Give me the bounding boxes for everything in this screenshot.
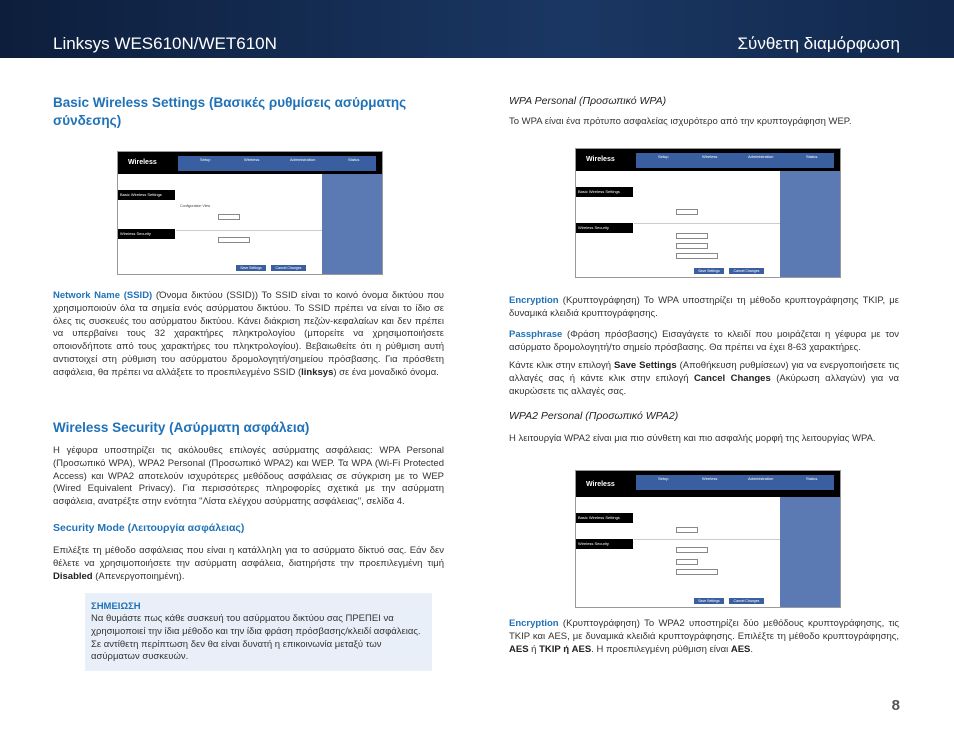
note-title: ΣΗΜΕΙΩΣΗ [91,601,141,612]
screenshot-ssid-box [676,527,698,533]
wpa-enc-term: Encryption [509,295,559,306]
ssid-bold: linksys [301,366,334,378]
screenshot-side-security: Wireless Security [576,223,633,233]
screenshot-enc-box [676,559,698,565]
basic-wireless-heading [53,94,444,130]
wpa-intro: Το WPA είναι ένα πρότυπο ασφαλείας ισχυρότερο από την κρυπτογράφηση WEP. [509,116,852,127]
page-header [0,0,954,58]
screenshot-sidebar [118,174,175,274]
screenshot-tab-admin: Administration [748,154,774,159]
screenshot-enc-box [676,243,708,249]
wpa2-enc-term: Encryption [509,618,559,629]
note-box [85,593,432,671]
screenshot-title: Wireless [586,156,615,163]
basic-wireless-title: Basic Wireless Settings [53,95,206,110]
screenshot-save-button: Save Settings [236,265,266,271]
screenshot-ssid-box [676,209,698,215]
header-product-title: Linksys WES610N/WET610N [53,34,277,53]
basic-wireless-title-gr: (Βασικές ρυθμίσεις ασύρματης σύνδεσης) [53,95,407,128]
screenshot-ssid-box [218,214,240,220]
wpa2-intro: Η λειτουργία WPA2 είναι μια πιο σύνθετη και πιο ασφαλής μορφή της λειτουργίας WPA. [509,433,876,444]
note-text: Να θυμάστε πως κάθε συσκευή του ασύρματου δικτύου σας ΠΡΕΠΕΙ να χρησιμοποιεί την ίδια μέθοδο και την ίδια φράση πρόσβασης/κλειδί ασφάλειας. Σε αντίθετη περίπτωση δεν θα είναι δυνατή η επικοινωνία μεταξύ των ασύρματων συσκευών. [91,613,421,663]
screenshot-bluebar [322,174,382,274]
screenshot-save-button: Save Settings [694,598,724,604]
screenshot-mode-box [218,237,250,243]
screenshot-divider [634,539,780,540]
basic-wireless-screenshot [117,151,383,275]
mode-bold: Disabled [53,570,93,582]
screenshot-tab-admin: Administration [748,476,774,481]
click-c: (Αποθήκευση ρυθμίσεων) για να ενεργοποιήσετε τις αλλαγές σας ή κάντε κλικ στην επιλογή [509,360,899,384]
screenshot-row: Configuration View [180,204,211,208]
screenshot-tab-setup: Setup [200,157,211,162]
screenshot-sidebar [576,497,633,607]
screenshot-tab-status: Status [806,154,818,159]
wpa2-enc-b1: AES [509,643,529,655]
security-mode-paragraph [53,545,444,583]
screenshot-bluebar [780,497,840,607]
screenshot-tab-wireless: Wireless [702,476,718,481]
screenshot-tab-wireless: Wireless [702,154,718,159]
screenshot-body [634,497,780,607]
screenshot-cancel-button: Cancel Changes [271,265,306,271]
security-mode-heading: Security Mode (Λειτουργία ασφάλειας) [53,522,245,534]
click-d: (Ακύρωση αλλαγών) για να ακυρώσετε τις αλλαγές σας. [509,372,899,397]
screenshot-tab-status: Status [348,157,360,162]
ssid-end: ) σε ένα μοναδικό όνομα. [333,366,439,378]
wpa2-enc-mid: ή [528,643,540,655]
ssid-paragraph [53,290,444,380]
passphrase-paragraph [509,329,899,355]
pass-text: (Φράση πρόσβασης) Εισαγάγετε το κλειδί που μοιράζεται η γέφυρα με τον ασύρματο δρομολογητή/το σημείο πρόσβασης. Θα πρέπει να έχει 8-63 χαρακτήρες. [509,329,899,353]
screenshot-tab-wireless: Wireless [244,157,260,162]
click-a: Κάντε κλικ στην επιλογή [509,360,615,371]
click-b2: Cancel Changes [694,372,771,384]
wpa2-screenshot [575,470,841,608]
mode-end: (Απενεργοποιημένη). [92,570,185,582]
wpa-personal-heading: WPA Personal (Προσωπικό WPA) [509,95,667,107]
screenshot-bluebar [780,171,840,277]
screenshot-tab-admin: Administration [290,157,316,162]
screenshot-mode-box [676,233,708,239]
screenshot-side-basic: Basic Wireless Settings [576,187,633,197]
header-section-title: Σύνθετη διαμόρφωση [737,34,900,53]
screenshot-title: Wireless [586,481,615,488]
screenshot-pass-box [676,253,718,259]
screenshot-tab-setup: Setup [658,476,669,481]
screenshot-side-security: Wireless Security [576,539,633,549]
screenshot-body [176,174,322,274]
screenshot-topbar [118,152,382,174]
wpa2-personal-heading: WPA2 Personal (Προσωπικό WPA2) [509,410,679,422]
screenshot-tab-status: Status [806,476,818,481]
pass-term: Passphrase [509,329,563,340]
ssid-text: (Όνομα δικτύου (SSID)) Το SSID είναι το κοινό όνομα δικτύου που χρησιμοποιούν όλα τα σημεία ενός ασύρματου δικτύου. Το SSID πρέπει να είναι το ίδιο σε όλες τις συσκευές του ασύρματου δικτύου. Κάνει διάκριση πεζών-κεφαλαίων και δεν πρέπει να υπερβαίνει τους 32 χαρακτήρες πληκτρολογίου (μπορείτε να χρησιμοποιήσετε οποιονδήποτε από τους χαρακτήρες του πληκτρολογίου). Βεβαιωθείτε ότι η ρύθμιση αυτή αντιστοιχεί στη ρύθμιση του ασύρματου δρομολογητή/σημείου πρόσβασης. Για πρόσθετη ασφάλεια, θα πρέπει να αλλάξετε το προεπιλεγμένο SSID ( [53,290,444,378]
screenshot-body [634,171,780,277]
screenshot-title: Wireless [128,159,157,166]
ssid-term: Network Name (SSID) [53,290,153,301]
screenshot-save-button: Save Settings [694,268,724,274]
screenshot-side-basic: Basic Wireless Settings [118,190,175,200]
screenshot-cancel-button: Cancel Changes [729,268,764,274]
wpa2-encryption-paragraph [509,618,899,656]
screenshot-topbar [576,471,840,497]
screenshot-side-basic: Basic Wireless Settings [576,513,633,523]
screenshot-divider [176,230,322,231]
wpa2-enc-b3: AES [730,643,751,655]
wpa-encryption-paragraph [509,295,899,321]
mode-text: Επιλέξτε τη μέθοδο ασφάλειας που είναι η κατάλληλη για το ασύρματο δίκτυό σας. Εάν δεν θέλετε να χρησιμοποιήσετε την ασύρματη ασφάλεια, διατηρήστε την προεπιλεγμένη τιμή [53,545,444,569]
screenshot-tabs [178,156,376,171]
wireless-security-heading: Wireless Security (Ασύρματη ασφάλεια) [53,420,310,435]
screenshot-topbar [576,149,840,171]
page-number: 8 [891,697,900,714]
wpa2-enc-b2: TKIP ή AES [539,643,592,655]
click-b1: Save Settings [614,360,677,371]
save-cancel-paragraph [509,360,899,398]
wpa2-enc-text: (Κρυπτογράφηση) Το WPA2 υποστηρίζει δύο μεθόδους κρυπτογράφησης, τις TKIP και AES, με δυναμικά κλειδιά κρυπτογράφησης. Επιλέξτε τη μέθοδο κρυπτογράφησης, [509,618,899,642]
wpa2-enc-end: . [750,643,754,655]
screenshot-pass-box [676,569,718,575]
wpa-enc-text: (Κρυπτογράφηση) Το WPA υποστηρίζει τη μέθοδο κρυπτογράφησης TKIP, με δυναμικά κλειδιά κρυπτογράφησης. [509,295,899,319]
security-paragraph: Η γέφυρα υποστηρίζει τις ακόλουθες επιλογές ασύρματης ασφάλειας: WPA Personal (Προσωπικό WPA), WPA2 Personal (Προσωπικό WPA2) και WEP. Τα WPA (Wi-Fi Protected Access) και WPA2 αποτελούν ισχυρότερες μεθόδους ασφάλειας σε σύγκριση με το WEP (Wired Equivalent Privacy). Για περισσότερες πληροφορίες σχετικά με την ασύρματη ασφάλεια, ανατρέξτε στην ενότητα "Λίστα ελέγχου ασύρματης ασφάλειας", σελίδα 4. [53,445,444,508]
screenshot-mode-box [676,547,708,553]
screenshot-tabs [636,475,834,490]
screenshot-side-security: Wireless Security [118,229,175,239]
screenshot-sidebar [576,171,633,277]
screenshot-divider [634,223,780,224]
wpa2-enc-mid2: . Η προεπιλεγμένη ρύθμιση είναι [591,643,731,655]
screenshot-tab-setup: Setup [658,154,669,159]
wpa-screenshot [575,148,841,278]
screenshot-cancel-button: Cancel Changes [729,598,764,604]
screenshot-tabs [636,153,834,168]
